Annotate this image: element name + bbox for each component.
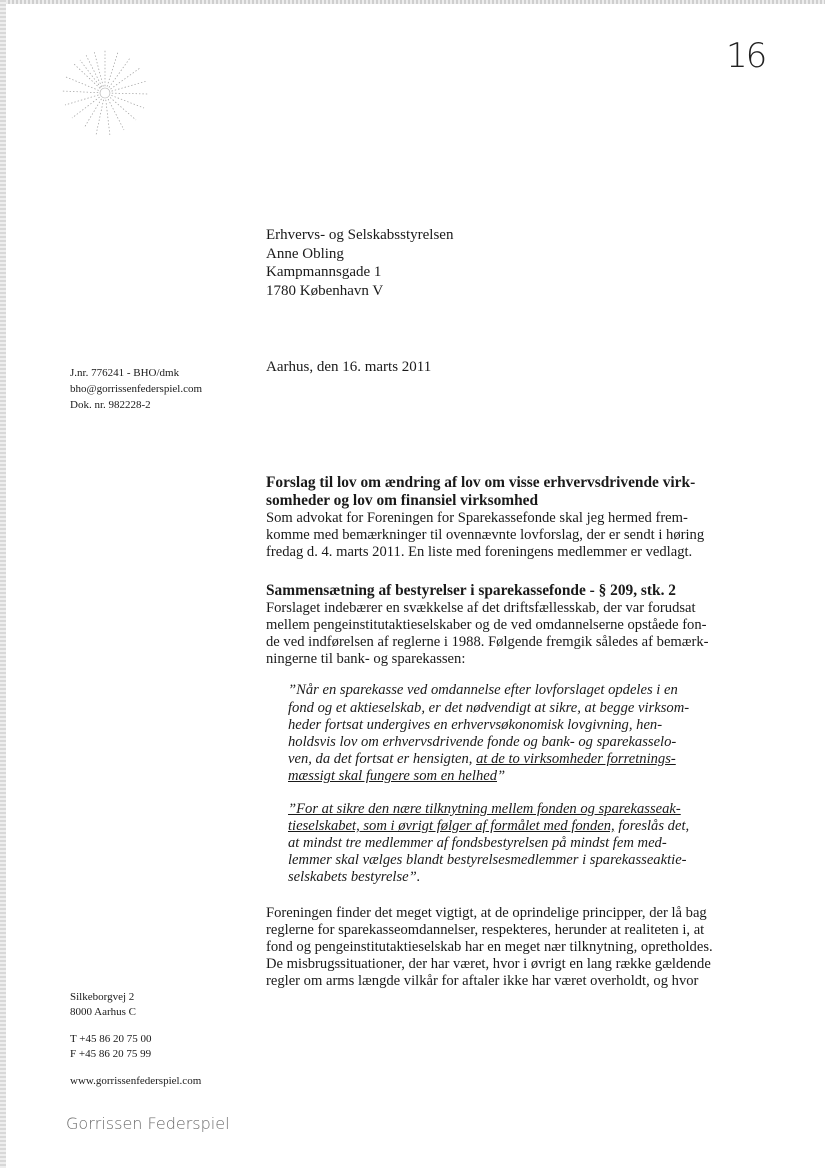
underlined-quote-text: at de to virksomheder forretnings- bbox=[476, 751, 676, 768]
quote-line bbox=[288, 751, 720, 768]
footer-city: 8000 Aarhus C bbox=[70, 1006, 136, 1018]
scan-edge-top bbox=[0, 0, 825, 4]
sunburst-logo-icon bbox=[60, 48, 150, 138]
letter-body bbox=[266, 474, 736, 991]
recipient-line: Kampmannsgade 1 bbox=[266, 264, 382, 280]
quote-text: ven, da det fortsat er hensigten, bbox=[288, 751, 477, 768]
footer-phone: T +45 86 20 75 00 bbox=[70, 1033, 152, 1045]
text-line: De misbrugssituationer, der har været, hvor i øvrigt en lang række gældende bbox=[266, 956, 711, 973]
quote-line: heder fortsat undergives en erhvervsøkonomisk lovgivning, hen- bbox=[288, 716, 663, 733]
quote-line: selskabets bestyrelse”. bbox=[288, 869, 421, 886]
footer-fax: F +45 86 20 75 99 bbox=[70, 1048, 152, 1060]
text-line: Forslaget indebærer en svækkelse af det driftsfællesskab, der var forudsat bbox=[266, 599, 696, 616]
firm-brand-name: Gorrissen Federspiel bbox=[66, 1114, 230, 1133]
text-line: Som advokat for Foreningen for Sparekassefonde skal jeg hermed frem- bbox=[266, 510, 688, 526]
letter-date: Aarhus, den 16. marts 2011 bbox=[266, 359, 432, 375]
text-line: mellem pengeinstitutaktieselskaber og de ved omdannelserne opståede fon- bbox=[266, 616, 707, 633]
scan-edge-left bbox=[0, 0, 6, 1168]
closing-quote-mark: ” bbox=[497, 768, 506, 785]
quote-line: holdsvis lov om erhvervsdrivende fonde og bank- og sparekasselo- bbox=[288, 734, 677, 751]
subject-heading bbox=[266, 474, 736, 510]
quote-line bbox=[288, 801, 720, 818]
footer-website: www.gorrissenfederspiel.com bbox=[70, 1075, 202, 1087]
quote-line: ”Når en sparekasse ved omdannelse efter lovforslaget opdeles i en bbox=[288, 682, 678, 699]
text-line: de ved indførelsen af reglerne i 1988. Følgende fremgik således af bemærk- bbox=[266, 634, 709, 651]
subject-line: somheder og lov om finansiel virksomhed bbox=[266, 492, 539, 509]
recipient-line: Erhvervs- og Selskabsstyrelsen bbox=[266, 227, 454, 243]
quote-block-1 bbox=[288, 682, 720, 785]
underlined-quote-text: ”For at sikre den nære tilknytning mellem fonden og sparekasseak- bbox=[288, 800, 681, 817]
text-line: reglerne for sparekasseomdannelser, respekteres, herunder at realiteten i, at bbox=[266, 921, 705, 938]
sender-email: bho@gorrissenfederspiel.com bbox=[70, 383, 203, 395]
section-intro-paragraph bbox=[266, 600, 736, 669]
text-line: ningerne til bank- og sparekassen: bbox=[266, 651, 466, 668]
text-line: Foreningen finder det meget vigtigt, at de oprindelige principper, der lå bag bbox=[266, 904, 707, 921]
recipient-line: Anne Obling bbox=[266, 245, 344, 262]
recipient-line: 1780 København V bbox=[266, 282, 384, 299]
quote-line bbox=[288, 768, 720, 785]
quote-line: lemmer skal vælges blandt bestyrelsesmedlemmer i sparekasseaktie- bbox=[288, 852, 687, 869]
underlined-quote-text: mæssigt skal fungere som en helhed bbox=[288, 768, 498, 785]
section-heading: Sammensætning af bestyrelser i sparekassefonde - § 209, stk. 2 bbox=[266, 581, 677, 599]
closing-paragraph bbox=[266, 905, 736, 991]
subject-line: Forslag til lov om ændring af lov om visse erhvervsdrivende virk- bbox=[266, 474, 696, 491]
quote-line: at mindst tre medlemmer af fondsbestyrelsen på mindst fem med- bbox=[288, 835, 667, 852]
footer-street: Silkeborgvej 2 bbox=[70, 991, 135, 1003]
underlined-quote-text: tieselskabet, som i øvrigt følger af formålet med fonden, bbox=[288, 817, 615, 834]
intro-paragraph bbox=[266, 510, 736, 562]
quote-block-2 bbox=[288, 801, 720, 887]
text-line: regler om arms længde vilkår for aftaler ikke har været overholdt, og hvor bbox=[266, 973, 699, 990]
text-line: komme med bemærkninger til ovennævnte lovforslag, der er sendt i høring bbox=[266, 527, 705, 544]
quote-line: fond og et aktieselskab, er det nødvendigt at sikre, at begge virksom- bbox=[288, 699, 690, 716]
recipient-address bbox=[266, 226, 453, 300]
journal-number: J.nr. 776241 - BHO/dmk bbox=[70, 367, 180, 379]
text-line: fond og pengeinstitutaktieselskab har en meget nær tilknytning, opretholdes. bbox=[266, 939, 713, 956]
quote-text: foreslås det, bbox=[614, 817, 690, 834]
quote-line bbox=[288, 818, 720, 835]
document-number: Dok. nr. 982228-2 bbox=[70, 399, 151, 411]
handwritten-page-number: 16 bbox=[726, 36, 766, 76]
reference-block bbox=[70, 365, 202, 413]
footer-address bbox=[70, 990, 201, 1089]
text-line: fredag d. 4. marts 2011. En liste med foreningens medlemmer er vedlagt. bbox=[266, 544, 693, 561]
